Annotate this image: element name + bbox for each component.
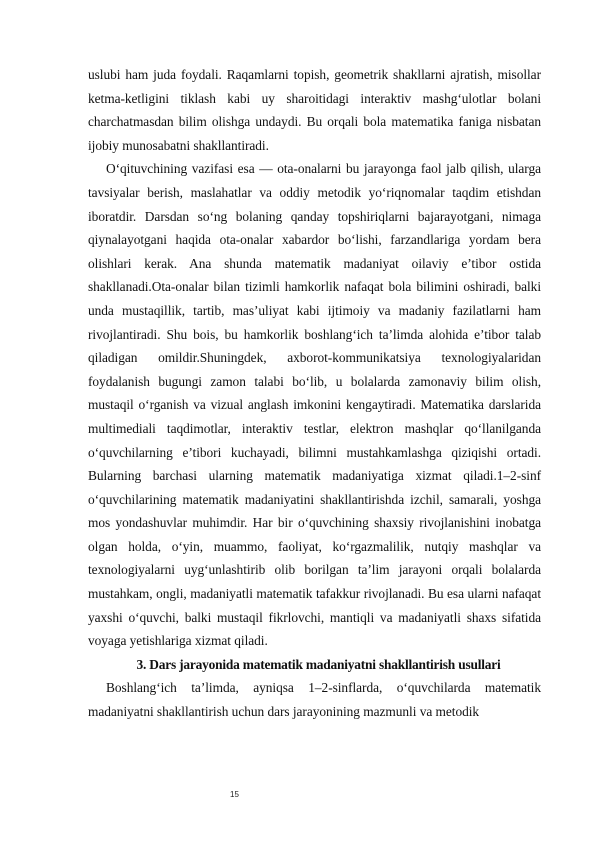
paragraph-continued: uslubi ham juda foydali. Raqamlarni topish, geometrik shakllarni ajratish, misollar ketma-ketligini tiklash kabi uy sharoitidagi interaktiv mashg‘ulotlar bolani charchatmasdan bilim olishga undaydi. Bu orqali bola matematika faniga nisbatan ijobiy munosabatni shakllantiradi. xyxy=(88,67,541,153)
page-number: 15 xyxy=(230,790,239,799)
section-heading: 3. Dars jarayonida matematik madaniyatni shakllantirish usullari xyxy=(136,656,501,672)
paragraph-teacher-role: O‘qituvchining vazifasi esa — ota-onalarni bu jarayonga faol jalb qilish, ularga tavsiyalar berish, maslahatlar va oddiy metodik yo‘riqnomalar taqdim etishdan iboratdir. Darsdan so‘ng bolaning qanday topshiriqlarni bajarayotgani, nimaga qiynalayotgani haqida ota-onalar xabardor bo‘lishi, farzandlariga yordam bera olishlari kerak. Ana shunda matematik madaniyat oilaviy e’tibor ostida shakllanadi.Ota-onalar bilan tizimli hamkorlik nafaqat bola bilimini oshiradi, balki unda mustaqillik, tartib, mas’uliyat kabi ijtimoiy va madaniy fazilatlarni ham rivojlantiradi. Shu bois, bu hamkorlik boshlang‘ich ta’limda alohida e’tibor talab qiladigan omildir.Shuningdek, axborot-kommunikatsiya texnologiyalaridan foydalanish bugungi zamon talabi bo‘lib, u bolalarda zamonaviy bilim olish, mustaqil o‘rganish va vizual anglash imkonini kengaytiradi. Matematika darslarida multimediali taqdimotlar, interaktiv testlar, elektron mashqlar qo‘llanilganda o‘quvchilarning e’tibori kuchayadi, bilimni mustahkamlashga qiziqishi ortadi. Bularning barchasi ularning matematik madaniyatiga xizmat qiladi.1–2-sinf o‘quvchilarining matematik madaniyatini shakllantirishda izchil, samarali, yoshga mos yondashuvlar muhimdir. Har bir o‘quvchining shaxsiy rivojlanishini inobatga olgan holda, o‘yin, muammo, faoliyat, ko‘rgazmalilik, nutqiy mashqlar va texnologiyalarni uyg‘unlashtirib olib borilgan ta’lim jarayoni orqali bolalarda mustahkam, ongli, madaniyatli matematik tafakkur rivojlanadi. Bu esa ularni nafaqat yaxshi o‘quvchi, balki mustaqil fikrlovchi, mantiqli va madaniyatli shaxs sifatida voyaga yetishlariga xizmat qiladi. xyxy=(88,161,541,649)
paragraph-section-intro: Boshlang‘ich ta’limda, ayniqsa 1–2-sinflarda, o‘quvchilarda matematik madaniyatni shakllantirish uchun dars jarayonining mazmunli va metodik xyxy=(88,680,541,720)
document-page xyxy=(88,63,541,724)
